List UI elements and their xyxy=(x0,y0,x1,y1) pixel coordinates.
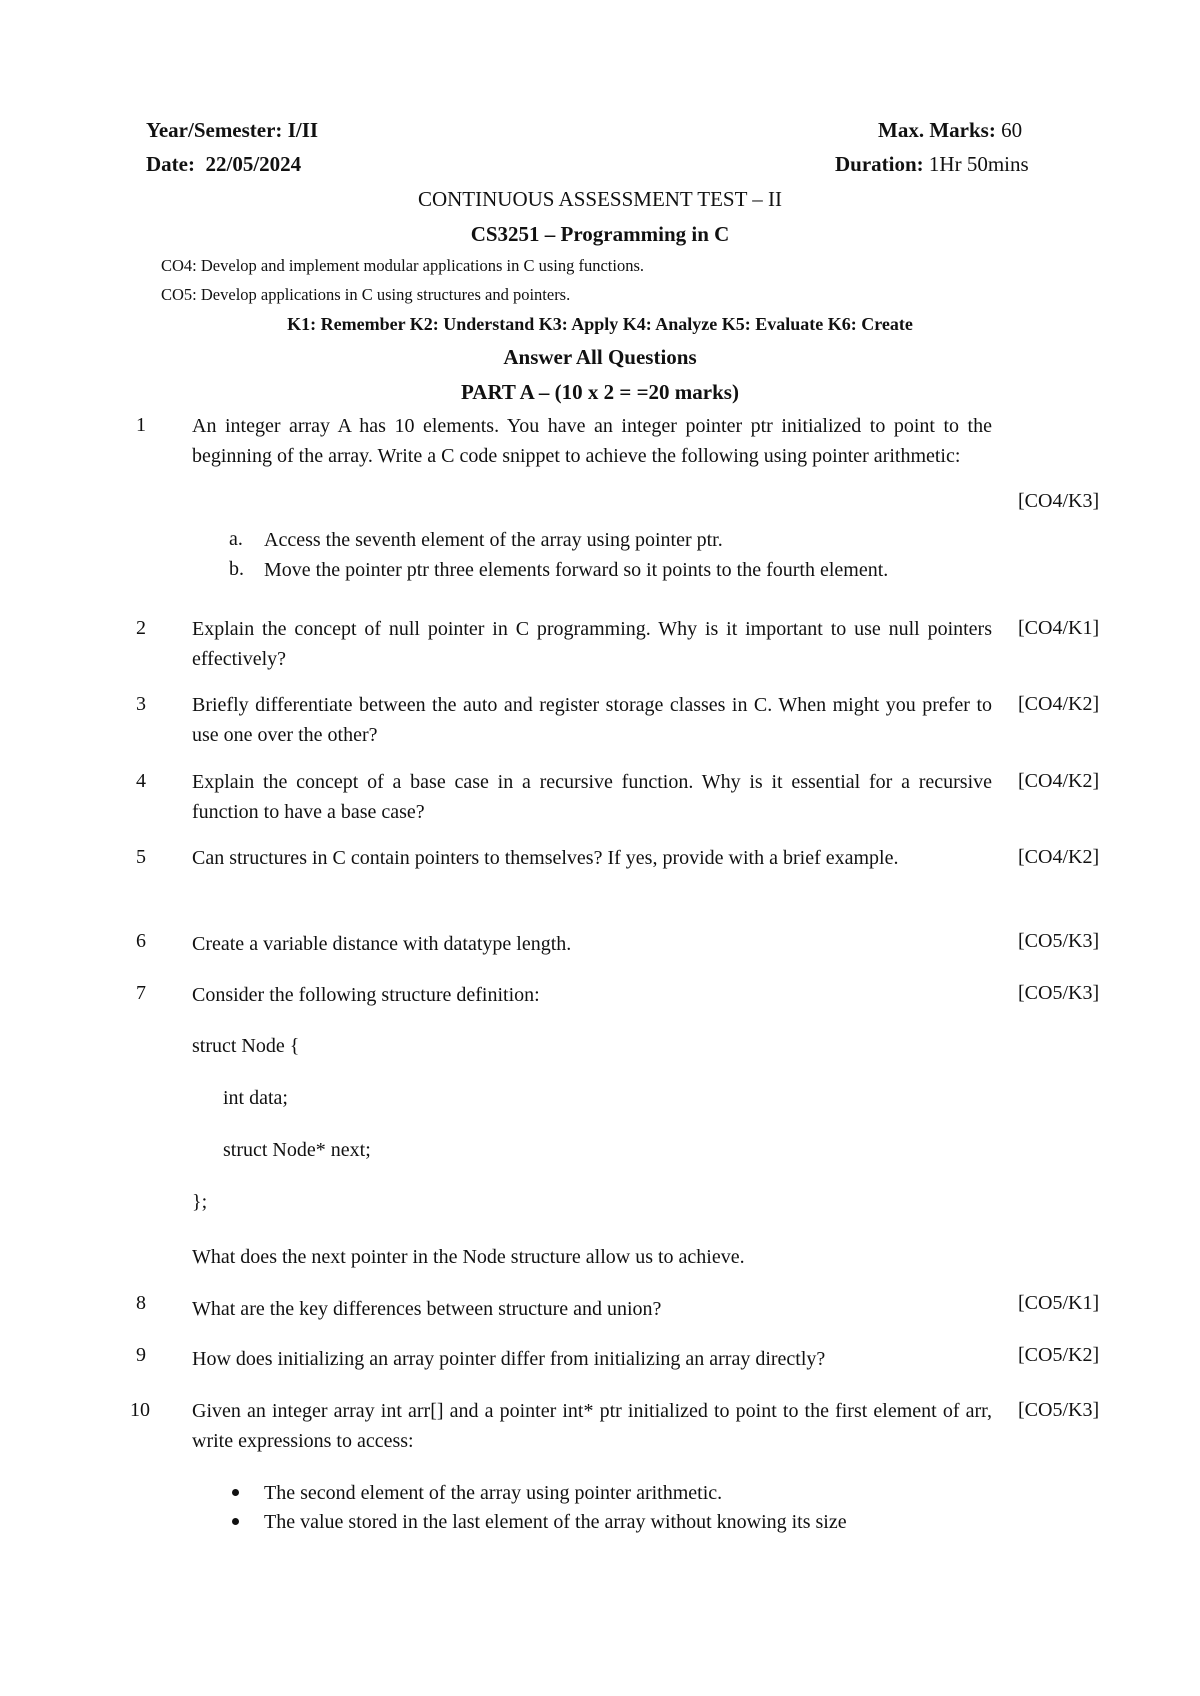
duration-value: 1Hr 50mins xyxy=(928,152,1029,176)
knowledge-levels: K1: Remember K2: Understand K3: Apply K4: Analyze K5: Evaluate K6: Create xyxy=(287,314,913,334)
question-number: 1 xyxy=(136,414,146,436)
co-k-tag: [CO5/K2] xyxy=(1018,1344,1100,1366)
sub-label: b. xyxy=(229,558,244,580)
duration xyxy=(835,152,1029,177)
course-title: CS3251 – Programming in C xyxy=(470,222,730,246)
year-semester-label: Year/Semester: xyxy=(146,118,283,142)
bullet-item: The value stored in the last element of the array without knowing its size xyxy=(264,1511,847,1533)
question-followup: What does the next pointer in the Node structure allow us to achieve. xyxy=(192,1246,745,1268)
exam-date xyxy=(146,152,301,177)
question-number: 5 xyxy=(136,846,146,868)
question-number: 6 xyxy=(136,930,146,952)
question-number: 3 xyxy=(136,693,146,715)
sub-question: Move the pointer ptr three elements forward so it points to the fourth element. xyxy=(264,559,889,581)
year-semester-value: I/II xyxy=(287,118,319,142)
bullet-dot xyxy=(232,1489,239,1496)
question-text: An integer array A has 10 elements. You have an integer pointer ptr initialized to point to the beginning of the array. Write a C code snippet to achieve the following using pointer arithmetic: xyxy=(192,415,992,467)
co-k-tag: [CO5/K1] xyxy=(1018,1292,1100,1314)
date-label: Date: xyxy=(146,152,195,176)
max-marks-label: Max. Marks: xyxy=(878,118,996,142)
code-line: int data; xyxy=(223,1087,288,1109)
co4-statement: CO4: Develop and implement modular applications in C using functions. xyxy=(161,256,645,275)
question-text: Given an integer array int arr[] and a pointer int* ptr initialized to point to the first element of arr, write expressions to access: xyxy=(192,1400,992,1452)
duration-label: Duration: xyxy=(835,152,924,176)
year-semester xyxy=(146,118,318,143)
question-text: Briefly differentiate between the auto and register storage classes in C. When might you prefer to use one over the other? xyxy=(192,694,992,746)
question-number: 10 xyxy=(130,1399,150,1421)
test-title: CONTINUOUS ASSESSMENT TEST – II xyxy=(417,187,783,211)
max-marks xyxy=(878,118,1022,143)
question-number: 8 xyxy=(136,1292,146,1314)
co-k-tag: [CO4/K2] xyxy=(1018,846,1100,868)
co-k-tag: [CO4/K2] xyxy=(1018,693,1100,715)
max-marks-value: 60 xyxy=(1001,118,1023,142)
question-text: Create a variable distance with datatype length. xyxy=(192,933,572,955)
co-k-tag: [CO4/K2] xyxy=(1018,770,1100,792)
question-number: 9 xyxy=(136,1344,146,1366)
bullet-dot xyxy=(232,1518,239,1525)
question-text: Explain the concept of null pointer in C programming. Why is it important to use null pointers effectively? xyxy=(192,618,992,670)
date-value: 22/05/2024 xyxy=(205,152,302,176)
bullet-item: The second element of the array using pointer arithmetic. xyxy=(264,1482,723,1504)
co5-statement: CO5: Develop applications in C using structures and pointers. xyxy=(161,285,571,304)
co-k-tag: [CO5/K3] xyxy=(1018,930,1100,952)
sub-label: a. xyxy=(229,528,243,550)
co-k-tag: [CO4/K1] xyxy=(1018,617,1100,639)
co-k-tag: [CO5/K3] xyxy=(1018,982,1100,1004)
question-text: Can structures in C contain pointers to themselves? If yes, provide with a brief example. xyxy=(192,847,899,869)
code-line: struct Node { xyxy=(192,1035,300,1057)
question-text: Explain the concept of a base case in a recursive function. Why is it essential for a recursive function to have a base case? xyxy=(192,771,992,823)
question-number: 7 xyxy=(136,982,146,1004)
co-k-tag: [CO5/K3] xyxy=(1018,1399,1100,1421)
code-line: struct Node* next; xyxy=(223,1139,371,1161)
code-line: }; xyxy=(192,1191,208,1213)
question-text: Consider the following structure definition: xyxy=(192,984,540,1006)
instruction: Answer All Questions xyxy=(503,345,697,369)
question-text: What are the key differences between structure and union? xyxy=(192,1298,662,1320)
co-k-tag: [CO4/K3] xyxy=(1018,490,1100,512)
part-a-heading: PART A – (10 x 2 = =20 marks) xyxy=(461,380,739,404)
question-text: How does initializing an array pointer differ from initializing an array directly? xyxy=(192,1348,826,1370)
question-number: 4 xyxy=(136,770,146,792)
question-number: 2 xyxy=(136,617,146,639)
sub-question: Access the seventh element of the array using pointer ptr. xyxy=(264,529,723,551)
